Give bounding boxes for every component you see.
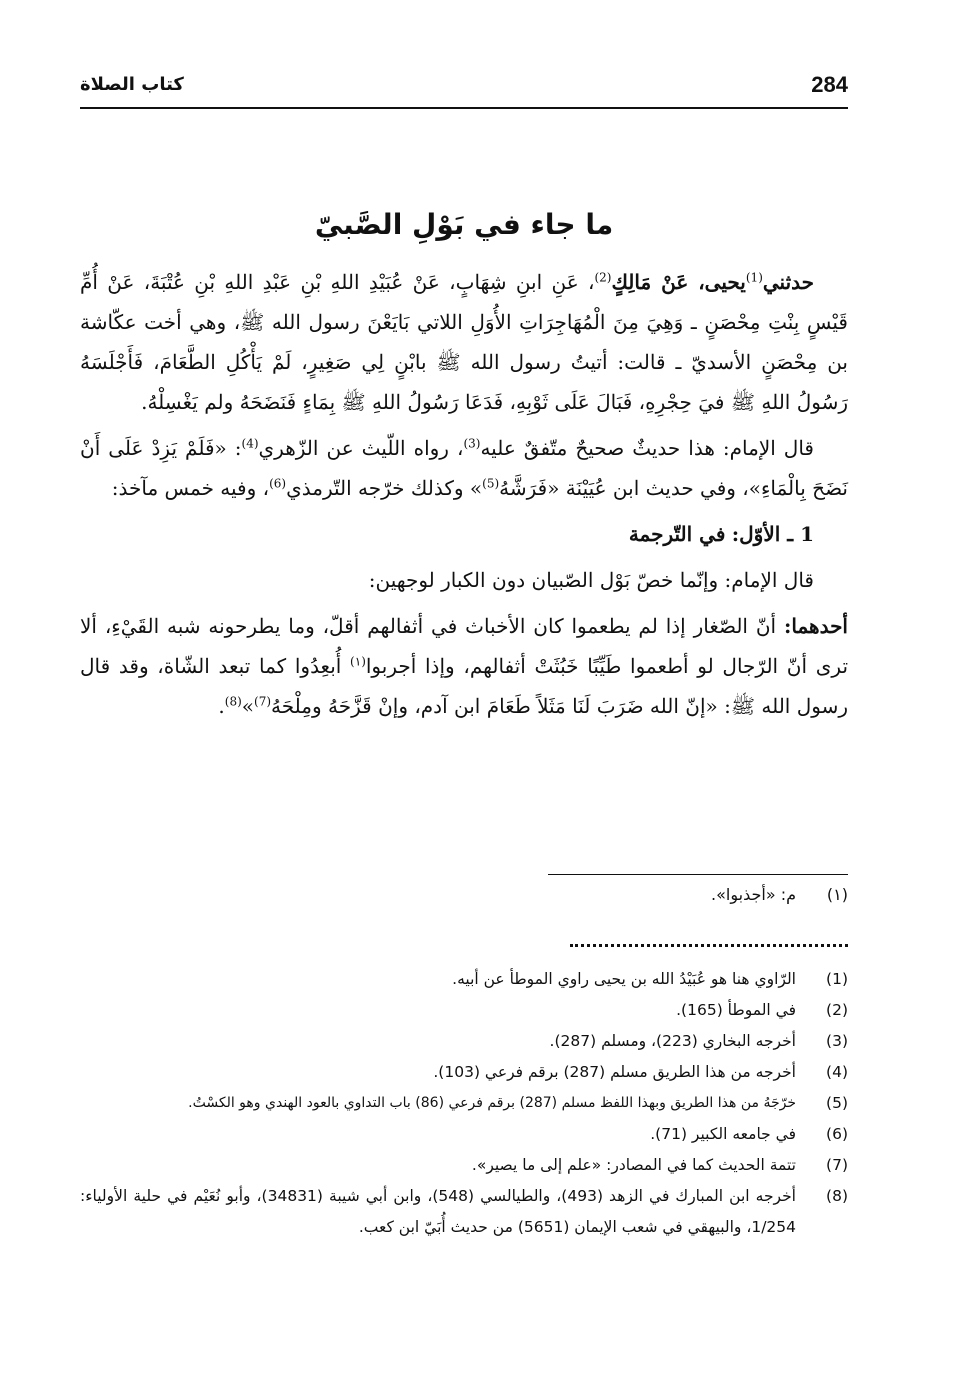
footnote-number: (1) [826,970,848,988]
footnote [80,1119,848,1150]
first-reason-paragraph [80,606,848,726]
running-title: كتاب الصلاة [80,74,184,95]
footnotes [80,964,848,1243]
reason-text-d: . [218,694,225,718]
footnote-text: أخرجه ابن المبارك في الزهد (493)، والطيالسي (548)، وابن أبي شيبة (34831)، وأبو نُعَيْم في حلية الأولياء: 1/254، والبيهقي في شعب الإيمان (5651) من حديث أُبَيّ ابن كعب. [80,1187,796,1236]
footnote-number: (7) [826,1156,848,1174]
footnote-marker-5: (5) [482,476,500,491]
variant-note-number: (١) [826,885,848,904]
commentary-text-d: » وكذلك خرّجه التّرمذي [286,476,483,500]
page-number: 284 [811,72,848,97]
hadith-paragraph [80,262,848,422]
footnote-text: في جامعه الكبير (71). [650,1125,796,1143]
variant-note [80,885,848,904]
footnote [80,1088,848,1119]
imam-reasoning-paragraph: قال الإمام: وإنّما خصّ بَوْل الصّبيان دون الكبار لوجهين: [368,568,814,592]
footnote-number: (8) [826,1187,848,1205]
footnote-marker-3: (3) [463,436,481,451]
footnote-number: (4) [826,1063,848,1081]
footnote [80,1026,848,1057]
footnote-marker-6: (6) [269,476,287,491]
footnote [80,1181,848,1243]
footnote [80,1150,848,1181]
footnote-number: (3) [826,1032,848,1050]
footnote-text: خرّجَهُ من هذا الطريق وبهذا اللفظ مسلم (287) برقم فرعي (86) باب التداوي بالعود الهندي وهو الكسْتُ. [188,1095,796,1111]
section-heading-number: 1 ـ الأوّل: [731,522,814,546]
footnote-text: تتمة الحديث كما في المصادر: «علم إلى ما يصير». [471,1156,796,1174]
commentary-text-c: : «فَلَمْ يَزِدْ عَلَى أَنْ نَضَحَ بِالْمَاءِ»، وفي حديث ابن عُيَيْنَة «فَرَشَّهُ [80,436,848,500]
footnote-number: (2) [826,1001,848,1019]
commentary-text-b: ، رواه اللّيث عن الزّهري [258,436,464,460]
page-header [80,70,848,106]
imam-commentary-paragraph [80,428,848,508]
narrator-chain-bold: يحيى، عَنْ مَالِكٍ [611,270,746,294]
footnote [80,1057,848,1088]
header-rule [80,107,848,109]
section-heading [80,514,848,554]
footnote-marker-1: (1) [745,270,763,285]
footnote-marker-7: (7) [254,694,272,709]
section-heading-title: في التّرجمة [628,522,726,546]
footnote-text: الرّاوي هنا هو عُبَيْدُ الله بن يحيى راوي الموطأ عن أبيه. [452,970,796,988]
footnote-number: (5) [826,1094,848,1112]
footnote-text: أخرجه البخاري (223)، ومسلم (287). [549,1032,796,1050]
footnote [80,995,848,1026]
footnote-marker-4: (4) [241,436,259,451]
dotted-separator [570,944,848,947]
footnote-marker-2: (2) [594,270,612,285]
hadith-text: ، عَنِ ابنِ شِهَابٍ، عَنْ عُبَيْدِ اللهِ بْنِ عَبْدِ اللهِ بْنِ عُتْبَةَ، عَنْ أُمِّ قَيْسٍ بِنْتِ مِحْصَنٍ ـ وَهِيَ مِنَ الْمُهَاجِرَاتِ الأُوَلِ اللاتي بَايَعْنَ رسول الله ﷺ، وهي أخت عكّاشة بن مِحْصَنٍ الأسديّ ـ قالت: أتيتُ رسول الله ﷺ بابْنٍ لِي صَغِيرٍ، لَمْ يَأْكُلِ الطَّعَامَ، فَأَجْلَسَهُ رَسُولُ اللهِ ﷺ فيَ حِجْرِهِ، فَبَالَ عَلَى ثَوْبِهِ، فَدَعَا رَسُولُ اللهِ ﷺ بِمَاءٍ فَنَضَحَهُ ولم يَغْسِلْهُ. [80,270,849,414]
footnote-number: (6) [826,1125,848,1143]
commentary-text-e: ، وفيه خمس مآخذ: [111,476,270,500]
reason-text-b: أُبعِدُوا كما تبعد الشّاة، وقد قال رسول الله ﷺ: «إنّ الله ضَرَبَ لَنَا مَثَلاً طَعَامَ ابن آدم، وإنْ قَزَّحَهُ ومِلْحَهُ [80,654,848,718]
reason-text-c: » [241,694,255,718]
hadith-lead: حدثني [762,270,815,294]
footnote [80,964,848,995]
footnote-separator [548,874,848,875]
footnote-text: في الموطأ (165). [676,1001,796,1019]
reason-text-a: أنّ الصّغار إذا لم يطعموا كان الأخباث في أثفالهم أقلّ، وما يطرحونه شبه القَيْءِ، ألا ترى أنّ الرّجال لو أطعموا طَيِّبًا خَبُثَتْ أثفالهم، وإذا أجربوا [80,614,849,678]
variant-marker: (١) [350,654,366,669]
variant-note-text: م: «أجذبوا». [711,885,796,904]
footnote-marker-8: (8) [224,694,242,709]
main-text [80,262,848,732]
commentary-text-a: قال الإمام: هذا حديثٌ صحيحٌ متّفقٌ عليه [480,436,814,460]
first-reason-label: أحدهما: [783,614,848,638]
footnote-text: أخرجه من هذا الطريق مسلم (287) برقم فرعي (103). [433,1063,796,1081]
chapter-title: ما جاء في بَوْلِ الصَّبيّ [314,208,614,241]
